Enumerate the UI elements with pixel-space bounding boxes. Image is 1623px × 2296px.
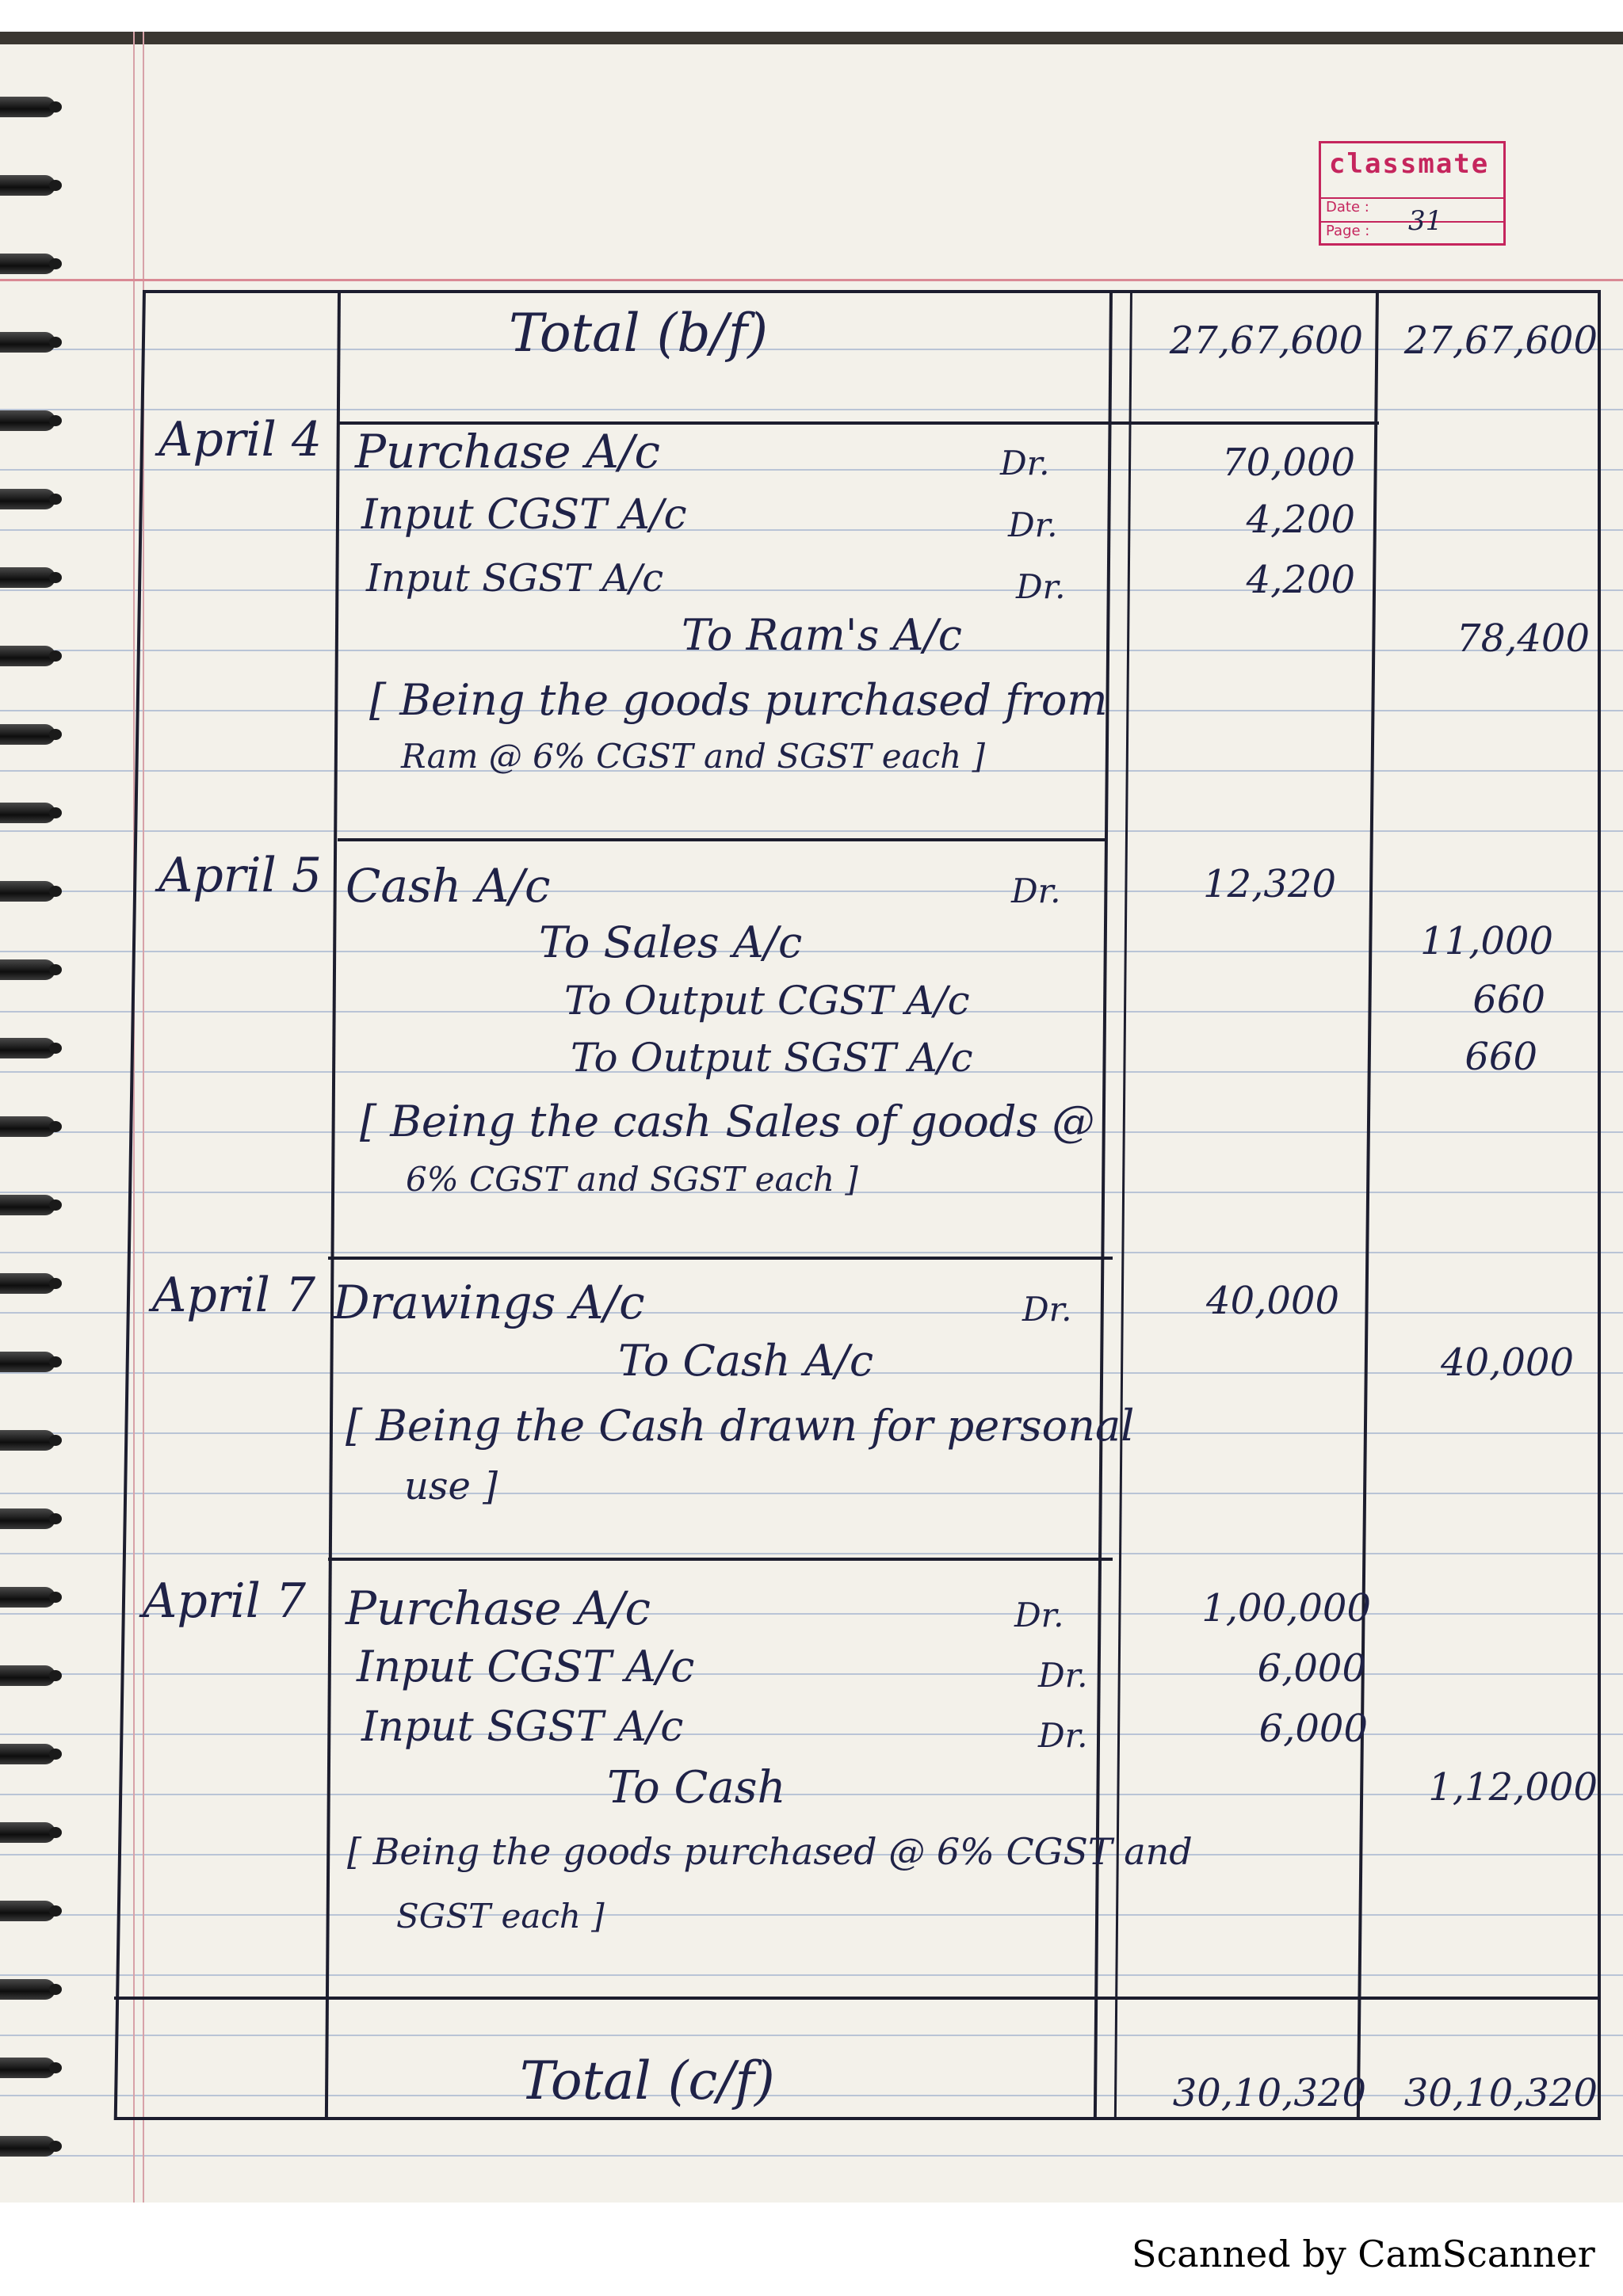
ruled-line bbox=[0, 2035, 1623, 2036]
spiral-ring bbox=[0, 1430, 55, 1451]
entry-line-text: Purchase A/c bbox=[355, 425, 660, 479]
spiral-ring bbox=[0, 1273, 55, 1294]
camscanner-watermark: Scanned by CamScanner bbox=[1132, 2233, 1595, 2275]
ruled-line bbox=[0, 1252, 1623, 1253]
entry-separator bbox=[328, 1257, 1113, 1260]
total-cf-credit: 30,10,320 bbox=[1403, 2071, 1598, 2115]
spiral-ring bbox=[0, 254, 55, 274]
ruled-line bbox=[0, 1493, 1623, 1494]
narration-line: [ Being the goods purchased from bbox=[369, 675, 1108, 725]
ruled-line bbox=[0, 830, 1623, 832]
narration-line: 6% CGST and SGST each ] bbox=[406, 1160, 858, 1199]
debit-amount: 4,200 bbox=[1246, 558, 1355, 602]
spiral-ring bbox=[0, 332, 55, 353]
entry-line-text: Cash A/c bbox=[346, 859, 551, 913]
dr-mark: Dr. bbox=[1016, 567, 1066, 606]
narration-line: [ Being the goods purchased @ 6% CGST and bbox=[347, 1830, 1193, 1873]
credit-column-line bbox=[1598, 290, 1601, 2120]
entry-line-text: To Ram's A/c bbox=[682, 610, 962, 660]
spiral-ring bbox=[0, 2136, 55, 2157]
dr-mark: Dr. bbox=[1038, 1716, 1088, 1755]
ruled-line bbox=[0, 1673, 1623, 1675]
entry-line-text: Input SGST A/c bbox=[361, 1703, 684, 1751]
spiral-ring bbox=[0, 959, 55, 980]
debit-amount: 40,000 bbox=[1206, 1279, 1339, 1323]
entry-date: April 7 bbox=[152, 1268, 316, 1323]
entry-line-text: To Cash A/c bbox=[618, 1336, 874, 1386]
spiral-ring bbox=[0, 1901, 55, 1921]
credit-amount: 11,000 bbox=[1420, 919, 1553, 963]
entry-date: April 7 bbox=[143, 1573, 307, 1629]
entry-line-text: To Output CGST A/c bbox=[564, 978, 970, 1024]
table-top-border bbox=[144, 290, 1601, 293]
debit-amount: 6,000 bbox=[1258, 1707, 1368, 1751]
debit-amount: 12,320 bbox=[1203, 862, 1336, 906]
spiral-ring bbox=[0, 2058, 55, 2078]
entry-line-text: Input CGST A/c bbox=[357, 1642, 695, 1691]
entry-line-text: To Sales A/c bbox=[539, 917, 803, 967]
debit-amount: 4,200 bbox=[1246, 498, 1355, 542]
dr-mark: Dr. bbox=[1011, 871, 1061, 910]
stamp-brand: classmate bbox=[1329, 148, 1490, 180]
footer-separator bbox=[114, 1997, 1601, 2000]
entry-line-text: Drawings A/c bbox=[333, 1276, 645, 1329]
entry-line-text: Input SGST A/c bbox=[366, 556, 664, 601]
ruled-line bbox=[0, 529, 1623, 531]
dr-mark: Dr. bbox=[1008, 505, 1058, 544]
margin-line bbox=[133, 32, 135, 2203]
table-bottom-border bbox=[114, 2117, 1601, 2120]
ruled-line bbox=[0, 2155, 1623, 2157]
entry-separator bbox=[338, 838, 1106, 841]
narration-line: Ram @ 6% CGST and SGST each ] bbox=[401, 737, 985, 776]
ruled-line bbox=[0, 349, 1623, 350]
spiral-ring bbox=[0, 1979, 55, 2000]
ruled-line bbox=[0, 1974, 1623, 1976]
spiral-ring bbox=[0, 1195, 55, 1215]
ruled-line bbox=[0, 469, 1623, 471]
spiral-ring bbox=[0, 97, 55, 117]
stamp-date-label: Date : bbox=[1326, 199, 1369, 215]
spiral-ring bbox=[0, 724, 55, 745]
entry-separator bbox=[328, 1558, 1113, 1561]
debit-amount: 70,000 bbox=[1222, 441, 1355, 485]
credit-amount: 40,000 bbox=[1441, 1341, 1574, 1385]
spiral-ring bbox=[0, 1508, 55, 1529]
spiral-ring bbox=[0, 1587, 55, 1608]
entry-line-text: Purchase A/c bbox=[346, 1581, 651, 1635]
spiral-ring bbox=[0, 1352, 55, 1372]
classmate-stamp bbox=[1319, 141, 1506, 246]
entry-line-text: Input CGST A/c bbox=[361, 491, 687, 539]
spiral-ring bbox=[0, 489, 55, 509]
ruled-line bbox=[0, 1914, 1623, 1916]
stamp-page-label: Page : bbox=[1326, 223, 1370, 239]
credit-amount: 1,12,000 bbox=[1428, 1765, 1598, 1810]
narration-line: [ Being the cash Sales of goods @ bbox=[360, 1097, 1095, 1146]
ruled-line bbox=[0, 1553, 1623, 1554]
ruled-line bbox=[0, 589, 1623, 591]
stamp-page-number: 31 bbox=[1408, 205, 1443, 237]
total-cf-debit: 30,10,320 bbox=[1172, 2071, 1366, 2115]
spiral-ring bbox=[0, 803, 55, 823]
dr-mark: Dr. bbox=[1014, 1596, 1064, 1634]
entry-date: April 5 bbox=[158, 848, 323, 903]
spiral-ring bbox=[0, 881, 55, 902]
dr-mark: Dr. bbox=[1038, 1656, 1088, 1695]
total-cf-label: Total (c/f) bbox=[520, 2050, 775, 2111]
spiral-ring bbox=[0, 175, 55, 196]
spiral-ring bbox=[0, 1038, 55, 1058]
debit-amount: 6,000 bbox=[1257, 1646, 1366, 1691]
spiral-ring bbox=[0, 1822, 55, 1843]
entry-date: April 4 bbox=[158, 412, 323, 467]
narration-line: use ] bbox=[404, 1464, 498, 1508]
header-margin-line bbox=[0, 279, 1623, 281]
total-bf-credit: 27,67,600 bbox=[1403, 318, 1598, 363]
page-top-edge bbox=[0, 32, 1623, 44]
spiral-ring bbox=[0, 567, 55, 588]
dr-mark: Dr. bbox=[1000, 444, 1050, 482]
ruled-line bbox=[0, 2095, 1623, 2096]
narration-line: [ Being the Cash drawn for personal bbox=[346, 1401, 1135, 1451]
credit-amount: 78,400 bbox=[1457, 616, 1590, 661]
spiral-ring bbox=[0, 1116, 55, 1137]
spiral-ring bbox=[0, 646, 55, 666]
entry-line-text: To Cash bbox=[607, 1762, 786, 1814]
ruled-line bbox=[0, 1733, 1623, 1735]
credit-amount: 660 bbox=[1465, 1035, 1537, 1079]
total-bf-debit: 27,67,600 bbox=[1169, 318, 1363, 363]
dr-mark: Dr. bbox=[1022, 1290, 1072, 1329]
spiral-ring bbox=[0, 410, 55, 431]
entry-line-text: To Output SGST A/c bbox=[571, 1035, 973, 1081]
ruled-line bbox=[0, 409, 1623, 410]
credit-amount: 660 bbox=[1472, 978, 1545, 1022]
spiral-ring bbox=[0, 1665, 55, 1686]
total-bf-label: Total (b/f) bbox=[509, 303, 769, 364]
debit-amount: 1,00,000 bbox=[1201, 1586, 1371, 1630]
spiral-ring bbox=[0, 1744, 55, 1764]
narration-line: SGST each ] bbox=[396, 1897, 605, 1936]
